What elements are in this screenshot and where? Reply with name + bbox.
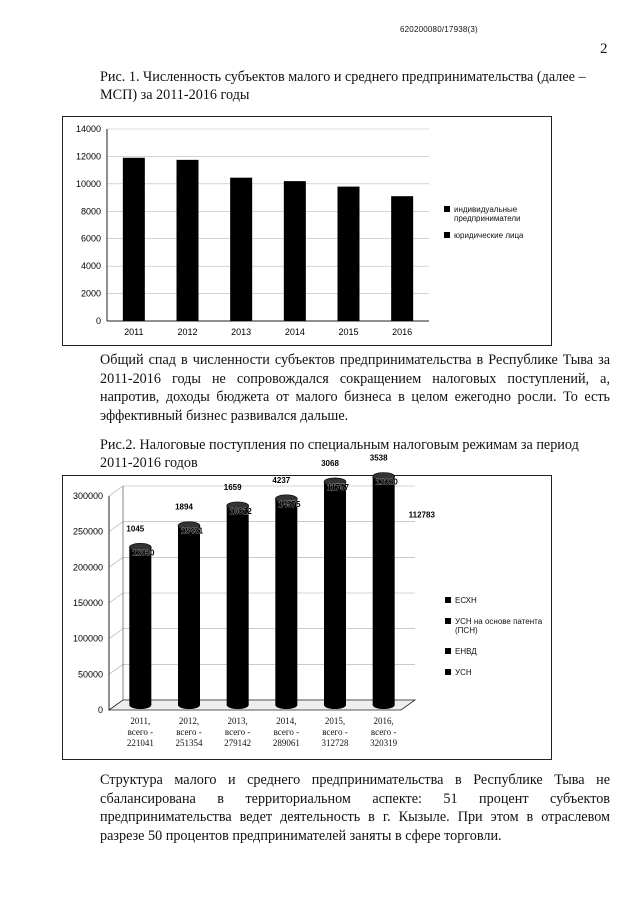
legend-swatch	[445, 648, 451, 654]
data-label-eskhn: 1045	[126, 524, 145, 534]
legend-swatch	[445, 669, 451, 675]
legend-swatch	[445, 597, 451, 603]
x-tick-label-line: 320319	[370, 738, 398, 748]
paragraph-2: Структура малого и среднего предпринимательства в Республике Тыва не сбалансирована в территориальном аспекте: 51 процент субъектов предпринимательства ведет деятельность в г. Кызыле. При этом в отраслевом разрезе 50 процентов предпринимателей заняты в сфере торговли.	[100, 772, 610, 844]
bar	[177, 160, 199, 321]
legend-label: юридические лица	[454, 231, 524, 240]
x-tick-label-line: всего -	[224, 727, 251, 737]
data-label-psn: 15431	[180, 526, 204, 536]
x-tick-label: 2014	[284, 327, 305, 337]
bar-cylinder-base	[129, 701, 151, 709]
y-tick-label: 6000	[80, 233, 101, 244]
x-tick-label-line: 279142	[224, 738, 252, 748]
y-tick-label: 50000	[77, 669, 103, 680]
x-tick-label-line: всего -	[273, 727, 300, 737]
x-tick-label-line: всего -	[176, 727, 202, 737]
bar-cylinder-base	[227, 701, 249, 709]
document-number: 620200080/17938(3)	[400, 25, 478, 34]
bar	[284, 181, 306, 321]
bar	[230, 178, 252, 321]
x-tick-label-line: всего -	[370, 727, 397, 737]
legend-label: УСН	[455, 668, 472, 677]
figure2-caption: Рис.2. Налоговые поступления по специальным налоговым режимам за период 2011-2016 годов	[100, 437, 579, 471]
y-tick-label: 100000	[72, 633, 103, 644]
page-number: 2	[600, 41, 608, 57]
paragraph-1: Общий спад в численности субъектов предпринимательства в Республике Тыва за 2011-2016 годы не сопровождался сокращением налоговых поступлений, а, напротив, доходы бюджета от малого бизнеса в целом ежегодно росли. То есть эффективный бизнес развивался дальше.	[100, 352, 610, 424]
data-label-psn: 16012	[229, 506, 252, 516]
x-tick-label-line: 289061	[272, 738, 300, 748]
x-tick-label-line: всего -	[127, 727, 154, 737]
bar-cylinder	[227, 506, 249, 705]
y-tick-label: 2000	[80, 288, 101, 299]
legend-item-usn	[445, 668, 549, 677]
legend-swatch	[445, 618, 451, 624]
legend-item-legal	[444, 231, 549, 240]
x-tick-label-line: 2011,	[130, 716, 151, 726]
legend-item-envd	[445, 647, 549, 656]
bar-cylinder-base	[373, 701, 395, 709]
x-tick-label-line: 2015,	[324, 716, 346, 726]
y-tick-label: 0	[95, 316, 101, 326]
legend-item-eskhn	[445, 596, 549, 605]
bar	[123, 158, 145, 321]
bar-cylinder	[324, 482, 346, 705]
y-tick-label: 250000	[72, 526, 103, 537]
data-label-psn: 12030	[132, 548, 155, 558]
data-label-psn: 11757	[327, 482, 349, 492]
x-tick-label-line: 2013,	[227, 716, 248, 726]
x-tick-label-line: 251354	[175, 738, 203, 748]
x-tick-label: 2015	[338, 327, 359, 337]
x-tick-label-line: 2012,	[178, 716, 200, 726]
bar-cylinder	[275, 499, 297, 705]
gridline	[109, 522, 415, 532]
figure1-frame	[62, 116, 552, 346]
legend-swatch	[444, 232, 450, 238]
legend-item-psn	[445, 617, 549, 635]
legend-item-individual	[444, 205, 549, 223]
data-label-envd: 112783	[408, 510, 435, 520]
x-tick-label: 2016	[392, 327, 413, 337]
bar-cylinder-base	[275, 701, 297, 709]
legend-label: индивидуальные предприниматели	[454, 205, 521, 223]
legend-label: УСН на основе патента (ПСН)	[455, 617, 543, 635]
y-tick-label: 0	[97, 705, 103, 715]
bar-cylinder	[178, 526, 200, 705]
y-tick-label: 14000	[75, 124, 101, 134]
data-label-eskhn: 4237	[272, 475, 291, 485]
data-label-eskhn: 3068	[321, 458, 339, 468]
y-tick-label: 200000	[72, 562, 103, 573]
data-label-psn: 12020	[375, 477, 398, 487]
x-tick-label	[354, 716, 414, 749]
figure1-caption: Рис. 1. Численность субъектов малого и среднего предпринимательства (далее – МСП) за 2011-2016 годы	[100, 69, 586, 103]
data-label: 1__0	[177, 226, 198, 237]
gridline	[109, 664, 415, 674]
legend-swatch	[444, 206, 450, 212]
gridline	[109, 629, 415, 639]
y-tick-label: 4000	[80, 261, 101, 272]
y-tick-label: 150000	[72, 598, 103, 608]
legend-label: ЕСХН	[455, 596, 477, 605]
bar	[338, 187, 360, 321]
chart-floor	[109, 700, 415, 710]
x-tick-label-line: 2016,	[373, 716, 394, 726]
data-label: 1__4	[123, 226, 144, 237]
data-label-eskhn: 1894	[175, 502, 193, 512]
figure1-legend	[444, 205, 549, 240]
y-tick-label: 10000	[75, 178, 101, 189]
x-tick-label-line: 221041	[126, 738, 154, 748]
data-label-eskhn: 1659	[223, 482, 242, 492]
gridline	[109, 486, 415, 496]
bar	[391, 196, 413, 321]
bar-cylinder-base	[324, 701, 346, 709]
gridline	[109, 593, 415, 603]
x-tick-label-line: 2014,	[276, 716, 297, 726]
bar-cylinder	[373, 477, 395, 705]
gridline	[109, 557, 415, 567]
x-tick-label: 2011	[124, 327, 144, 337]
bar-cylinder-base	[178, 701, 200, 709]
y-tick-label: 12000	[75, 151, 101, 162]
x-tick-label-line: 312728	[321, 738, 349, 748]
figure2-legend	[445, 596, 549, 677]
x-tick-label: 2013	[231, 327, 252, 337]
data-label-psn: 14575	[278, 499, 301, 509]
x-tick-label-line: всего -	[322, 727, 348, 737]
y-tick-label: 8000	[80, 206, 101, 217]
bar-cylinder	[129, 547, 151, 705]
x-tick-label: 2012	[177, 327, 198, 337]
figure2-frame	[62, 453, 552, 760]
data-label-eskhn: 3538	[369, 453, 388, 463]
y-tick-label: 300000	[72, 491, 103, 501]
legend-label: ЕНВД	[455, 647, 477, 656]
